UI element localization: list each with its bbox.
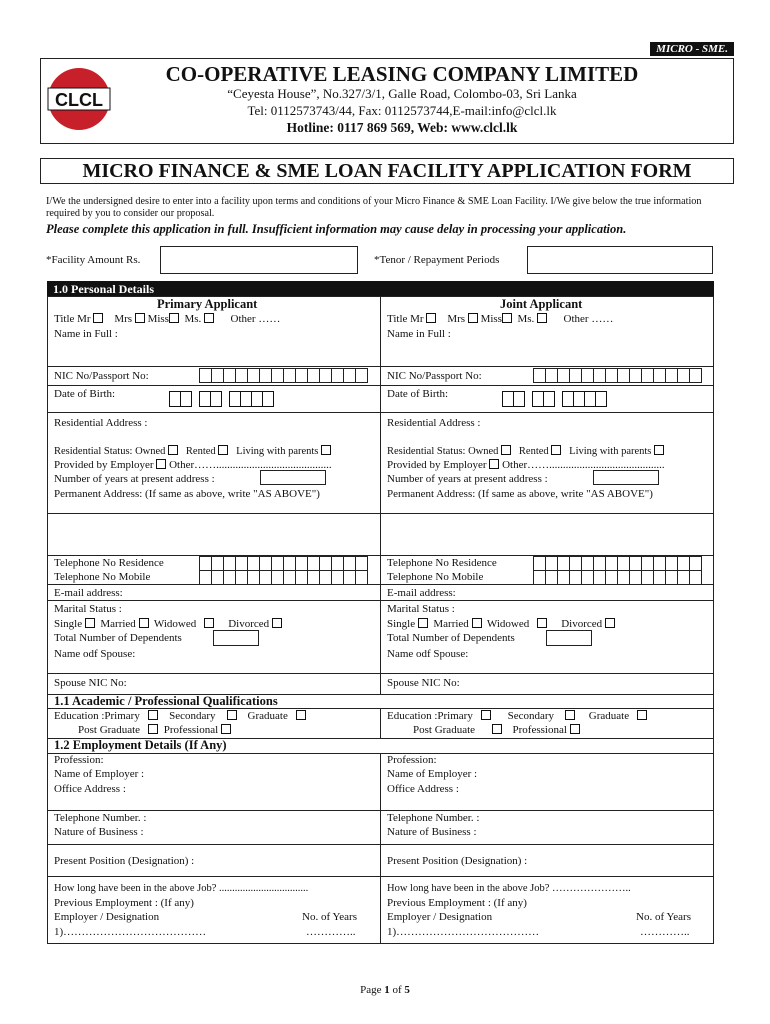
widowed-checkbox[interactable] [204, 618, 214, 628]
title-other-label: Other …… [230, 313, 281, 325]
primary-res-address-label: Residential Address : [54, 417, 148, 429]
joint-tel-num-label: Telephone Number. : [387, 812, 480, 824]
rented-checkbox[interactable] [551, 445, 561, 455]
widowed-label: Widowed [153, 618, 197, 630]
joint-tel-res-cells[interactable] [534, 556, 702, 571]
joint-prev-years-1: ………….. [640, 926, 690, 938]
primary-education-row [54, 710, 306, 722]
provided-employer-label: Provided by Employer [54, 459, 154, 471]
professional-checkbox[interactable] [570, 724, 580, 734]
title-miss-label: Miss [480, 313, 502, 325]
primary-spouse-name-label: Name odf Spouse: [54, 648, 136, 660]
joint-marital-label: Marital Status : [387, 603, 455, 615]
primary-no-years-label: No. of Years [302, 911, 357, 923]
primary-dependents-label: Total Number of Dependents [54, 632, 182, 644]
living-parents-checkbox[interactable] [321, 445, 331, 455]
title-mrs-label: Mrs [114, 313, 133, 325]
joint-emp-desig-label: Employer / Designation [387, 911, 493, 923]
row-divider [47, 876, 714, 877]
title-ms-label: Ms. [184, 313, 202, 325]
title-mr-checkbox[interactable] [426, 313, 436, 323]
joint-res-address-label: Residential Address : [387, 417, 481, 429]
rented-label: Rented [518, 446, 549, 457]
joint-nic-label: NIC No/Passport No: [387, 370, 482, 382]
joint-title-row [387, 313, 613, 325]
other-label: Other…….......................................... [502, 459, 665, 471]
primary-nic-cells[interactable] [200, 368, 368, 383]
joint-res-status-row [387, 445, 664, 457]
graduate-checkbox[interactable] [296, 710, 306, 720]
logo-text: CLCL [55, 90, 103, 110]
other-label: Other…….......................................... [169, 459, 332, 471]
primary-prev-years-1: ………….. [306, 926, 356, 938]
column-divider [380, 297, 381, 695]
primary-profession-label: Profession: [54, 754, 104, 766]
secondary-checkbox[interactable] [565, 710, 575, 720]
secondary-label: Secondary [507, 710, 555, 722]
primary-marital-label: Marital Status : [54, 603, 122, 615]
divorced-checkbox[interactable] [605, 618, 615, 628]
joint-years-label: Number of years at present address : [387, 473, 548, 485]
joint-nic-cells[interactable] [534, 368, 702, 383]
page-label: Page [360, 984, 385, 996]
section-academic: 1.1 Academic / Professional Qualifications [54, 694, 278, 708]
provided-employer-label: Provided by Employer [387, 459, 487, 471]
section-employment: 1.2 Employment Details (If Any) [54, 738, 227, 752]
joint-prev-row-1: 1)………………………………… [387, 926, 540, 938]
rented-checkbox[interactable] [218, 445, 228, 455]
widowed-label: Widowed [486, 618, 530, 630]
facility-amount-field[interactable] [160, 246, 358, 274]
owned-checkbox[interactable] [501, 445, 511, 455]
title-ms-checkbox[interactable] [204, 313, 214, 323]
joint-position-label: Present Position (Designation) : [387, 855, 528, 867]
title-mr-label: Title Mr [54, 313, 91, 325]
single-checkbox[interactable] [418, 618, 428, 628]
tenor-field[interactable] [527, 246, 713, 274]
joint-name-label: Name in Full : [387, 328, 451, 340]
row-divider [47, 412, 714, 413]
post-grad-label: Post Graduate [78, 724, 141, 736]
primary-edu-label: Education :Primary [54, 710, 140, 722]
professional-label: Professional [512, 724, 567, 736]
joint-education-row-2 [413, 724, 580, 736]
graduate-label: Graduate [247, 710, 288, 722]
rented-label: Rented [185, 446, 216, 457]
provided-employer-checkbox[interactable] [156, 459, 166, 469]
joint-office-label: Office Address : [387, 783, 459, 795]
primary-email-label: E-mail address: [54, 587, 123, 599]
secondary-checkbox[interactable] [227, 710, 237, 720]
primary-tel-res-cells[interactable] [200, 556, 368, 571]
post-grad-checkbox[interactable] [148, 724, 158, 734]
title-mrs-label: Mrs [447, 313, 466, 325]
joint-perm-address-label: Permanent Address: (If same as above, write "AS ABOVE") [387, 488, 653, 500]
row-divider [47, 673, 714, 674]
primary-dependents-field[interactable] [213, 630, 259, 646]
title-ms-checkbox[interactable] [537, 313, 547, 323]
divorced-label: Divorced [228, 618, 270, 630]
primary-marital-row [54, 618, 282, 630]
primary-prev-row-1: 1)………………………………… [54, 926, 207, 938]
owned-label: Residential Status: Owned [387, 446, 499, 457]
row-divider [47, 810, 714, 811]
primary-tel-res-label: Telephone No Residence [54, 557, 164, 569]
owned-checkbox[interactable] [168, 445, 178, 455]
section-personal-details: 1.0 Personal Details [47, 281, 714, 297]
married-checkbox[interactable] [139, 618, 149, 628]
joint-spouse-name-label: Name odf Spouse: [387, 648, 469, 660]
row-divider [47, 366, 714, 367]
primary-title-row [54, 313, 280, 325]
primary-edu-checkbox[interactable] [148, 710, 158, 720]
joint-spouse-nic-label: Spouse NIC No: [387, 677, 460, 689]
primary-applicant-heading: Primary Applicant [157, 297, 258, 311]
primary-how-long-label: How long have been in the above Job? .................................. [54, 883, 309, 894]
title-miss-checkbox[interactable] [169, 313, 179, 323]
primary-tel-mob-cells[interactable] [200, 570, 368, 585]
joint-applicant-heading: Joint Applicant [500, 297, 583, 311]
company-hotline: Hotline: 0117 869 569, Web: www.clcl.lk [286, 120, 518, 135]
title-other-label: Other …… [563, 313, 614, 325]
single-label: Single [54, 618, 83, 630]
primary-education-row-2 [78, 724, 231, 736]
joint-dependents-field[interactable] [546, 630, 592, 646]
page-total: 5 [404, 984, 410, 996]
row-divider [47, 844, 714, 845]
company-contact: Tel: 0112573743/44, Fax: 0112573744,E-mail:info@clcl.lk [247, 103, 557, 118]
joint-dob-label: Date of Birth: [387, 388, 449, 400]
primary-dob-field[interactable] [170, 391, 274, 407]
form-code-tag: MICRO - SME. [650, 42, 734, 56]
title-ms-label: Ms. [517, 313, 535, 325]
primary-office-label: Office Address : [54, 783, 126, 795]
joint-tel-mob-label: Telephone No Mobile [387, 571, 484, 583]
provided-employer-checkbox[interactable] [489, 459, 499, 469]
married-label: Married [100, 618, 136, 630]
primary-tel-num-label: Telephone Number. : [54, 812, 147, 824]
primary-spouse-nic-label: Spouse NIC No: [54, 677, 127, 689]
primary-emp-desig-label: Employer / Designation [54, 911, 160, 923]
company-logo [46, 66, 112, 132]
divorced-label: Divorced [561, 618, 603, 630]
tenor-label: *Tenor / Repayment Periods [374, 254, 500, 266]
living-parents-label: Living with parents [236, 446, 319, 457]
primary-perm-address-label: Permanent Address: (If same as above, write "AS ABOVE") [54, 488, 320, 500]
company-name: CO-OPERATIVE LEASING COMPANY LIMITED [165, 62, 639, 86]
living-parents-checkbox[interactable] [654, 445, 664, 455]
joint-prev-emp-label: Previous Employment : (If any) [387, 897, 527, 909]
intro-text: I/We the undersigned desire to enter into a facility upon terms and conditions of your Micro Finance & SME Loan Facility. I/We give below the true information required by you to consider our proposal. [46, 196, 702, 219]
joint-business-label: Nature of Business : [387, 826, 477, 838]
primary-business-label: Nature of Business : [54, 826, 144, 838]
joint-marital-row [387, 618, 615, 630]
primary-nic-label: NIC No/Passport No: [54, 370, 149, 382]
joint-tel-res-label: Telephone No Residence [387, 557, 497, 569]
title-mrs-checkbox[interactable] [135, 313, 145, 323]
primary-employer-label: Name of Employer : [54, 768, 145, 780]
joint-dependents-label: Total Number of Dependents [387, 632, 515, 644]
married-label: Married [433, 618, 469, 630]
owned-label: Residential Status: Owned [54, 446, 166, 457]
row-divider [47, 600, 714, 601]
page-current: 1 [384, 984, 390, 996]
post-grad-label: Post Graduate [413, 724, 476, 736]
primary-position-label: Present Position (Designation) : [54, 855, 195, 867]
joint-email-label: E-mail address: [387, 587, 456, 599]
primary-res-status-row [54, 445, 331, 457]
secondary-label: Secondary [169, 710, 216, 722]
title-mr-label: Title Mr [387, 313, 424, 325]
single-label: Single [387, 618, 416, 630]
row-divider [47, 753, 714, 754]
single-checkbox[interactable] [85, 618, 95, 628]
row-divider [47, 385, 714, 386]
divorced-checkbox[interactable] [272, 618, 282, 628]
post-grad-checkbox[interactable] [492, 724, 502, 734]
joint-employer-label: Name of Employer : [387, 768, 478, 780]
warning-text: Please complete this application in full. Insufficient information may cause delay in processing your application. [46, 222, 627, 236]
title-miss-checkbox[interactable] [502, 313, 512, 323]
joint-education-row [387, 710, 647, 722]
column-divider [380, 708, 381, 738]
primary-edu-checkbox[interactable] [481, 710, 491, 720]
joint-dob-field[interactable] [503, 391, 607, 407]
widowed-checkbox[interactable] [537, 618, 547, 628]
primary-edu-label: Education :Primary [387, 710, 473, 722]
graduate-checkbox[interactable] [637, 710, 647, 720]
page-number [0, 984, 770, 996]
row-divider [47, 513, 714, 514]
column-divider [380, 753, 381, 944]
facility-amount-label: *Facility Amount Rs. [46, 254, 141, 266]
professional-checkbox[interactable] [221, 724, 231, 734]
primary-dob-label: Date of Birth: [54, 388, 116, 400]
title-miss-label: Miss [147, 313, 169, 325]
primary-years-label: Number of years at present address : [54, 473, 215, 485]
title-mr-checkbox[interactable] [93, 313, 103, 323]
joint-tel-mob-cells[interactable] [534, 570, 702, 585]
living-parents-label: Living with parents [569, 446, 652, 457]
joint-profession-label: Profession: [387, 754, 437, 766]
married-checkbox[interactable] [472, 618, 482, 628]
joint-no-years-label: No. of Years [636, 911, 691, 923]
primary-prev-emp-label: Previous Employment : (If any) [54, 897, 194, 909]
title-mrs-checkbox[interactable] [468, 313, 478, 323]
joint-how-long-label: How long have been in the above Job? ………………….. [387, 883, 631, 894]
professional-label: Professional [163, 724, 219, 736]
company-address: “Ceyesta House”, No.327/3/1, Galle Road, Colombo-03, Sri Lanka [227, 86, 577, 101]
page-of: of [389, 984, 405, 996]
joint-years-field[interactable] [593, 470, 659, 485]
form-title: MICRO FINANCE & SME LOAN FACILITY APPLICATION FORM [40, 158, 734, 184]
primary-years-field[interactable] [260, 470, 326, 485]
primary-tel-mob-label: Telephone No Mobile [54, 571, 151, 583]
primary-name-label: Name in Full : [54, 328, 118, 340]
graduate-label: Graduate [588, 710, 630, 722]
